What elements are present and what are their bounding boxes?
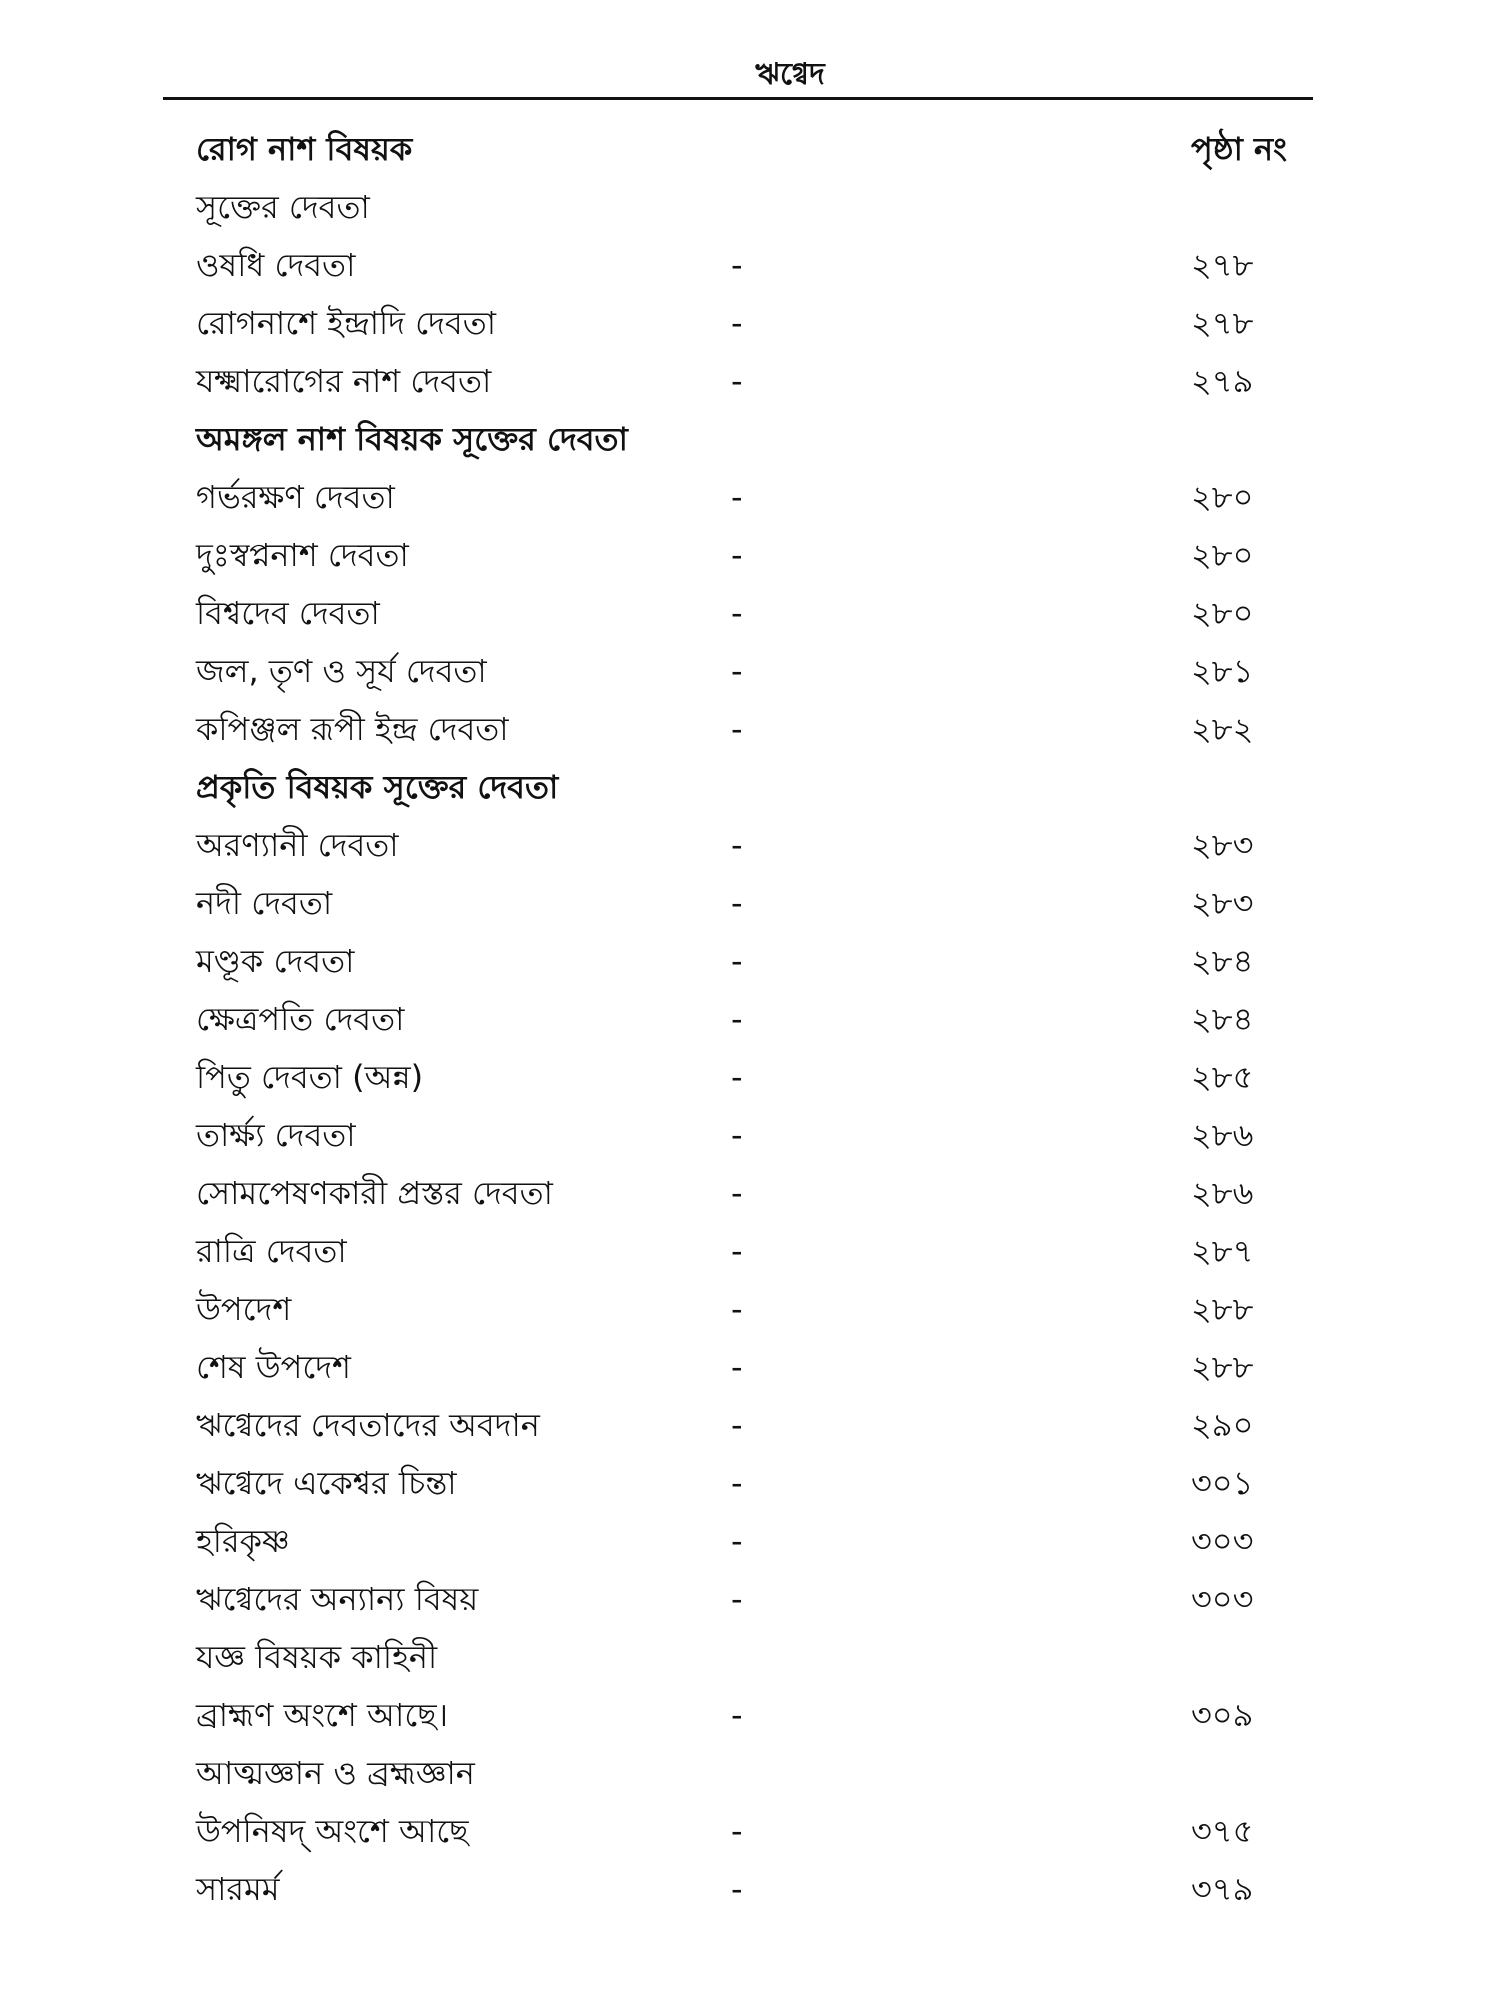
toc-entry-title: অমঙ্গল নাশ বিষয়ক সূক্তের দেবতা	[196, 420, 628, 458]
toc-entry-page-number: ২৮৬	[1191, 1174, 1254, 1212]
toc-entry-title: গর্ভরক্ষণ দেবতা	[196, 478, 395, 516]
toc-entry-dash: -	[731, 1232, 743, 1270]
toc-entry-title: রাত্রি দেবতা	[196, 1232, 347, 1270]
toc-entry-title: ব্রাহ্মণ অংশে আছে।	[196, 1696, 449, 1734]
toc-entry	[196, 1164, 1296, 1222]
toc-entry-title: ক্ষেত্রপতি দেবতা	[196, 1000, 405, 1038]
toc-entry-dash: -	[731, 1464, 743, 1502]
toc-entry	[196, 1396, 1296, 1454]
toc-entry	[196, 1512, 1296, 1570]
toc-entry-title: যজ্ঞ বিষয়ক কাহিনী	[196, 1638, 438, 1676]
toc-entry-dash: -	[731, 710, 743, 748]
toc-entry-dash: -	[731, 478, 743, 516]
toc-rows	[196, 178, 1296, 1918]
toc-entry	[196, 874, 1296, 932]
toc-entry-page-number: ৩০৩	[1191, 1580, 1254, 1618]
toc-entry	[196, 990, 1296, 1048]
toc-entry-dash: -	[731, 362, 743, 400]
toc-entry-title: দুঃস্বপ্ননাশ দেবতা	[196, 536, 409, 574]
toc-entry	[196, 410, 1296, 468]
toc-entry	[196, 236, 1296, 294]
toc-entry	[196, 758, 1296, 816]
toc-entry	[196, 1222, 1296, 1280]
toc-entry	[196, 642, 1296, 700]
toc-entry-dash: -	[731, 304, 743, 342]
toc-entry	[196, 1338, 1296, 1396]
toc-entry	[196, 1860, 1296, 1918]
toc-entry-dash: -	[731, 1870, 743, 1908]
toc-heading-page-label: পৃষ্ঠা নং	[1191, 130, 1287, 168]
toc-entry	[196, 1570, 1296, 1628]
table-of-contents	[196, 120, 1296, 1918]
toc-entry-title: হরিকৃষ্ণ	[196, 1522, 290, 1560]
toc-entry-page-number: ২৮২	[1191, 710, 1254, 748]
toc-entry-page-number: ২৮৮	[1191, 1348, 1254, 1386]
toc-column-heading	[196, 120, 1296, 178]
toc-entry	[196, 178, 1296, 236]
toc-entry-title: ঋগ্বেদের অন্যান্য বিষয়	[196, 1580, 479, 1618]
toc-entry-dash: -	[731, 536, 743, 574]
toc-entry	[196, 700, 1296, 758]
toc-entry-page-number: ৩৭৯	[1191, 1870, 1254, 1908]
toc-entry-title: সূক্তের দেবতা	[196, 188, 370, 226]
toc-entry-page-number: ২৮৪	[1191, 1000, 1254, 1038]
toc-entry-page-number: ২৭৮	[1191, 304, 1254, 342]
toc-entry-title: উপনিষদ্ অংশে আছে	[196, 1812, 469, 1850]
toc-entry-title: অরণ্যানী দেবতা	[196, 826, 399, 864]
toc-entry	[196, 584, 1296, 642]
toc-entry-title: আত্মজ্ঞান ও ব্রহ্মজ্ঞান	[196, 1754, 475, 1792]
toc-entry	[196, 1802, 1296, 1860]
toc-entry-page-number: ২৯০	[1191, 1406, 1254, 1444]
toc-entry-dash: -	[731, 1812, 743, 1850]
toc-entry-dash: -	[731, 1696, 743, 1734]
toc-entry-title: উপদেশ	[196, 1290, 292, 1328]
toc-entry-page-number: ৩০৯	[1191, 1696, 1254, 1734]
toc-entry	[196, 1628, 1296, 1686]
toc-entry-page-number: ২৮৬	[1191, 1116, 1254, 1154]
toc-entry-page-number: ২৮০	[1191, 594, 1254, 632]
toc-entry	[196, 1686, 1296, 1744]
toc-entry-page-number: ২৮৪	[1191, 942, 1254, 980]
toc-entry-dash: -	[731, 1580, 743, 1618]
toc-entry-title: নদী দেবতা	[196, 884, 333, 922]
toc-entry-title: প্রকৃতি বিষয়ক সূক্তের দেবতা	[196, 768, 559, 806]
toc-entry-dash: -	[731, 884, 743, 922]
toc-entry-page-number: ২৭৮	[1191, 246, 1254, 284]
toc-entry	[196, 294, 1296, 352]
toc-entry	[196, 1106, 1296, 1164]
toc-entry-dash: -	[731, 1348, 743, 1386]
toc-entry-dash: -	[731, 652, 743, 690]
toc-entry-page-number: ২৮১	[1191, 652, 1254, 690]
toc-entry-page-number: ২৮৫	[1191, 1058, 1254, 1096]
toc-entry-dash: -	[731, 1406, 743, 1444]
toc-entry-page-number: ২৮০	[1191, 536, 1254, 574]
toc-entry-page-number: ২৮০	[1191, 478, 1254, 516]
toc-entry-page-number: ২৭৯	[1191, 362, 1254, 400]
toc-entry	[196, 352, 1296, 410]
page-header-title: ঋগ্বেদ	[755, 57, 825, 92]
toc-entry-dash: -	[731, 594, 743, 632]
toc-entry-title: বিশ্বদেব দেবতা	[196, 594, 380, 632]
toc-entry-title: সোমপেষণকারী প্রস্তর দেবতা	[196, 1174, 553, 1212]
toc-entry-page-number: ২৮৮	[1191, 1290, 1254, 1328]
header-rule	[163, 97, 1313, 100]
toc-entry-title: ওষধি দেবতা	[196, 246, 356, 284]
toc-entry-title: ঋগ্বেদের দেবতাদের অবদান	[196, 1406, 540, 1444]
toc-entry	[196, 468, 1296, 526]
toc-entry-page-number: ২৮৩	[1191, 826, 1254, 864]
toc-entry	[196, 1744, 1296, 1802]
toc-entry-dash: -	[731, 1058, 743, 1096]
toc-entry-dash: -	[731, 1522, 743, 1560]
toc-entry-title: জল, তৃণ ও সূর্য দেবতা	[196, 652, 487, 690]
toc-entry-title: রোগনাশে ইন্দ্রাদি দেবতা	[196, 304, 497, 342]
toc-entry	[196, 1454, 1296, 1512]
toc-entry-dash: -	[731, 1290, 743, 1328]
toc-entry-page-number: ২৮৩	[1191, 884, 1254, 922]
toc-entry	[196, 816, 1296, 874]
toc-entry-page-number: ৩০৩	[1191, 1522, 1254, 1560]
toc-entry-dash: -	[731, 246, 743, 284]
toc-entry-dash: -	[731, 826, 743, 864]
toc-entry-title: পিতু দেবতা (অন্ন)	[196, 1058, 424, 1096]
toc-entry-title: শেষ উপদেশ	[196, 1348, 351, 1386]
toc-entry-dash: -	[731, 1174, 743, 1212]
toc-entry-page-number: ৩৭৫	[1191, 1812, 1254, 1850]
toc-entry-title: সারমর্ম	[196, 1870, 280, 1908]
toc-entry-title: মণ্ডূক দেবতা	[196, 942, 355, 980]
toc-entry	[196, 932, 1296, 990]
toc-entry-page-number: ৩০১	[1191, 1464, 1254, 1502]
toc-entry-title: তার্ক্ষ্য দেবতা	[196, 1116, 356, 1154]
toc-entry-title: কপিঞ্জল রূপী ইন্দ্র দেবতা	[196, 710, 509, 748]
toc-entry	[196, 526, 1296, 584]
toc-entry-dash: -	[731, 942, 743, 980]
toc-entry	[196, 1048, 1296, 1106]
toc-entry-title: যক্ষ্মারোগের নাশ দেবতা	[196, 362, 492, 400]
toc-entry-dash: -	[731, 1116, 743, 1154]
toc-entry-page-number: ২৮৭	[1191, 1232, 1254, 1270]
toc-entry	[196, 1280, 1296, 1338]
toc-heading-title: রোগ নাশ বিষয়ক	[196, 130, 413, 168]
toc-entry-title: ঋগ্বেদে একেশ্বর চিন্তা	[196, 1464, 457, 1502]
toc-entry-dash: -	[731, 1000, 743, 1038]
